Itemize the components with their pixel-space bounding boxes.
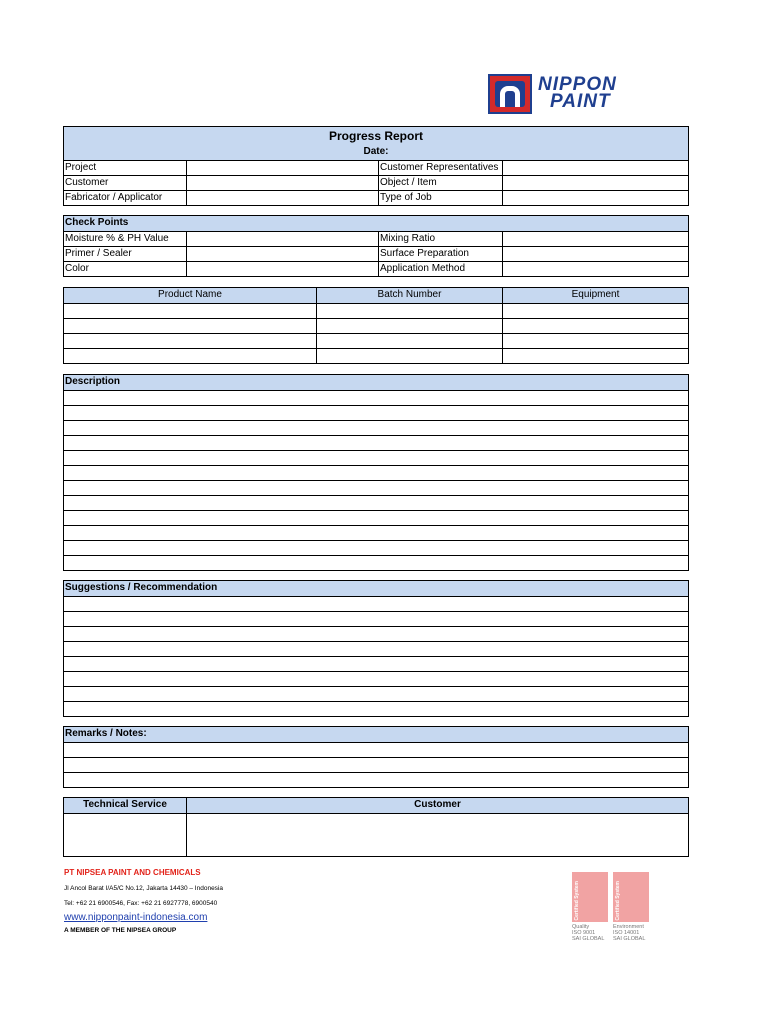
suggestions-title: Suggestions / Recommendation <box>65 582 218 593</box>
suggestions-line[interactable] <box>64 686 688 701</box>
company-website-link[interactable]: www.nipponpaint-indonesia.com <box>64 912 208 923</box>
fabricator-label: Fabricator / Applicator <box>65 192 163 203</box>
description-line[interactable] <box>64 480 688 495</box>
table-row[interactable] <box>64 348 688 363</box>
iso-9001-badge-icon: Certified System <box>572 872 608 922</box>
equipment-header: Equipment <box>502 288 688 303</box>
mixing-ratio-label: Mixing Ratio <box>378 232 502 246</box>
logo-text-line1: NIPPON <box>538 74 617 95</box>
primer-label: Primer / Sealer <box>65 248 132 259</box>
iso-14001-caption: Environment ISO 14001 SAI GLOBAL <box>613 924 646 942</box>
group-membership: A MEMBER OF THE NIPSEA GROUP <box>64 927 177 934</box>
product-name-header: Product Name <box>158 289 222 300</box>
company-name: PT NIPSEA PAINT AND CHEMICALS <box>64 868 201 877</box>
page-title: Progress Report <box>328 129 424 143</box>
suggestions-line[interactable] <box>64 626 688 641</box>
moisture-field[interactable] <box>186 232 378 246</box>
logo-text-line2: PAINT <box>550 91 611 112</box>
remarks-line[interactable] <box>64 772 688 787</box>
surface-preparation-label: Surface Preparation <box>378 247 502 261</box>
nippon-paint-logo <box>488 74 648 114</box>
company-address: Jl Ancol Barat I/A5/C No.12, Jakarta 14430 – Indonesia <box>64 885 223 892</box>
customer-representatives-label: Customer Representatives <box>378 161 502 175</box>
project-label: Project <box>65 162 97 173</box>
check-points-title: Check Points <box>65 217 129 228</box>
description-line[interactable] <box>64 405 688 420</box>
primer-field[interactable] <box>186 247 378 261</box>
suggestions-section <box>63 580 689 717</box>
description-line[interactable] <box>64 390 688 405</box>
table-row[interactable] <box>64 303 688 318</box>
customer-field[interactable] <box>186 176 378 190</box>
color-label: Color <box>65 263 89 274</box>
suggestions-line[interactable] <box>64 596 688 611</box>
iso-14001-badge-icon: Certified System <box>613 872 649 922</box>
table-row[interactable] <box>64 333 688 348</box>
customer-label: Customer <box>65 177 109 188</box>
object-item-label: Object / Item <box>378 176 502 190</box>
description-line[interactable] <box>64 435 688 450</box>
description-line[interactable] <box>64 420 688 435</box>
signoff-table <box>63 797 689 857</box>
report-header-table <box>63 126 689 206</box>
description-line[interactable] <box>64 465 688 480</box>
mixing-ratio-field[interactable] <box>502 232 688 246</box>
description-line[interactable] <box>64 525 688 540</box>
company-footer <box>64 868 223 934</box>
table-row[interactable] <box>64 318 688 333</box>
remarks-title: Remarks / Notes: <box>65 728 147 739</box>
surface-preparation-field[interactable] <box>502 247 688 261</box>
moisture-label: Moisture % & PH Value <box>65 233 169 244</box>
technical-service-signature-field[interactable] <box>64 814 186 856</box>
suggestions-line[interactable] <box>64 641 688 656</box>
application-method-field[interactable] <box>502 262 688 276</box>
suggestions-line[interactable] <box>64 656 688 671</box>
remarks-line[interactable] <box>64 757 688 772</box>
technical-service-header: Technical Service <box>83 799 167 810</box>
type-of-job-label: Type of Job <box>378 191 502 205</box>
description-section <box>63 374 689 571</box>
description-line[interactable] <box>64 495 688 510</box>
description-line[interactable] <box>64 450 688 465</box>
products-table <box>63 287 689 364</box>
color-field[interactable] <box>186 262 378 276</box>
customer-signature-field[interactable] <box>186 814 688 856</box>
description-line[interactable] <box>64 510 688 525</box>
logo-mark-icon <box>488 74 532 114</box>
suggestions-line[interactable] <box>64 701 688 716</box>
suggestions-line[interactable] <box>64 671 688 686</box>
check-points-table <box>63 215 689 277</box>
batch-number-header: Batch Number <box>316 288 502 303</box>
customer-representatives-field[interactable] <box>502 161 688 175</box>
project-field[interactable] <box>186 161 378 175</box>
customer-header: Customer <box>186 798 688 813</box>
date-label: Date: <box>363 146 389 157</box>
description-line[interactable] <box>64 540 688 555</box>
remarks-line[interactable] <box>64 742 688 757</box>
iso-9001-caption: Quality ISO 9001 SAI GLOBAL <box>572 924 605 942</box>
fabricator-field[interactable] <box>186 191 378 205</box>
suggestions-line[interactable] <box>64 611 688 626</box>
type-of-job-field[interactable] <box>502 191 688 205</box>
company-phone: Tel: +62 21 6900546, Fax: +62 21 6927778, 6900540 <box>64 900 218 907</box>
object-item-field[interactable] <box>502 176 688 190</box>
description-title: Description <box>65 376 121 387</box>
description-line[interactable] <box>64 555 688 570</box>
remarks-section <box>63 726 689 788</box>
application-method-label: Application Method <box>378 262 502 276</box>
